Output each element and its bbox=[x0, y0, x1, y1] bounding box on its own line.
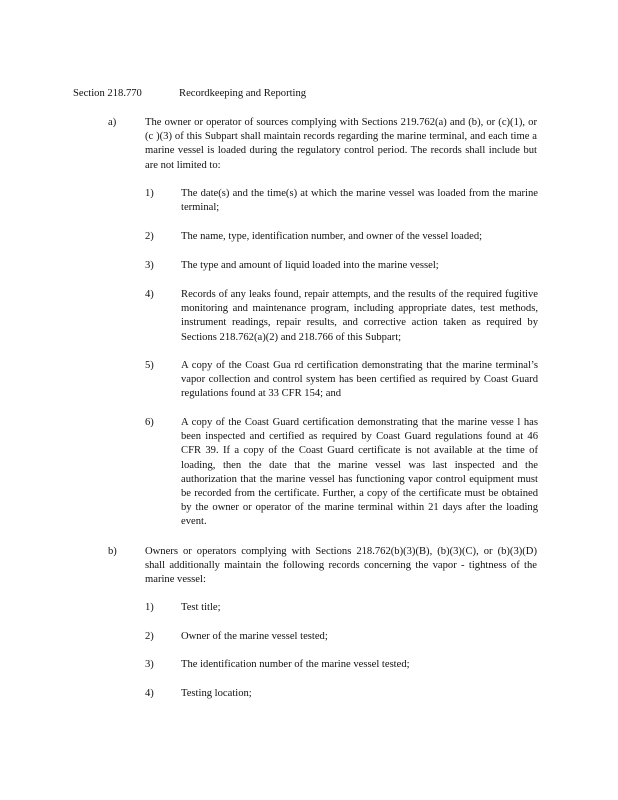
subparagraph-text: Test title; bbox=[181, 602, 221, 613]
subparagraph-text: The identification number of the marine vessel tested; bbox=[181, 659, 410, 670]
subparagraph-marker: 4) bbox=[145, 289, 154, 300]
subparagraph-text: Records of any leaks found, repair attempts, and the results of the required fugitive monitoring and maintenance program, including appropriate dates, test methods, instrument readings, repair results, and corrective action taken as required by Sections 218.762(a)(2) and 218.766 of this Subpart; bbox=[181, 289, 538, 343]
paragraph-text: Owners or operators complying with Sections 218.762(b)(3)(B), (b)(3)(C), or (b)(3)(D) shall additionally maintain the following records concerning the vapor - tightness of the marine vessel: bbox=[145, 546, 537, 586]
subparagraph-text: Owner of the marine vessel tested; bbox=[181, 631, 328, 642]
section-title: Recordkeeping and Reporting bbox=[179, 88, 307, 99]
subparagraph-text: A copy of the Coast Guard certification demonstrating that the marine vesse l has been inspected and certified as required by Coast Guard regulations found at 46 CFR 39. If a copy of the Coast Guard certificate is not available at the time of loading, then the date that the marine vessel was last inspected and the authorization that the marine vessel has functioning vapor control equipment must be recorded from the certificate. Further, a copy of the certificate must be obtained by the owner or operator of the marine terminal within 21 days after the loading event. bbox=[181, 417, 538, 528]
subparagraph-marker: 6) bbox=[145, 417, 154, 428]
section-number: Section 218.770 bbox=[73, 88, 142, 99]
subparagraph-marker: 3) bbox=[145, 260, 154, 271]
subparagraph-marker: 2) bbox=[145, 231, 154, 242]
paragraph-marker: b) bbox=[108, 546, 117, 557]
subparagraph-marker: 5) bbox=[145, 360, 154, 371]
paragraph-marker: a) bbox=[108, 117, 117, 128]
subparagraph-marker: 3) bbox=[145, 659, 154, 670]
subparagraph-text: Testing location; bbox=[181, 688, 252, 699]
subparagraph-text: The date(s) and the time(s) at which the marine vessel was loaded from the marine terminal; bbox=[181, 188, 538, 214]
subparagraph-marker: 1) bbox=[145, 188, 154, 199]
subparagraph-marker: 2) bbox=[145, 631, 154, 642]
subparagraph-text: The type and amount of liquid loaded into the marine vessel; bbox=[181, 260, 439, 271]
paragraph-text: The owner or operator of sources complying with Sections 219.762(a) and (b), or (c)(1), or (c )(3) of this Subpart shall maintain records regarding the marine terminal, and each time a marine vessel is loaded during the regulatory control period. The records shall include but are not limited to: bbox=[145, 117, 537, 171]
section-heading bbox=[73, 87, 306, 101]
subparagraph-text: A copy of the Coast Gua rd certification demonstrating that the marine terminal’s vapor collection and control system has been certified as required by Coast Guard regulations found at 33 CFR 154; and bbox=[181, 360, 538, 400]
subparagraph-marker: 1) bbox=[145, 602, 154, 613]
subparagraph-marker: 4) bbox=[145, 688, 154, 699]
subparagraph-text: The name, type, identification number, and owner of the vessel loaded; bbox=[181, 231, 483, 242]
